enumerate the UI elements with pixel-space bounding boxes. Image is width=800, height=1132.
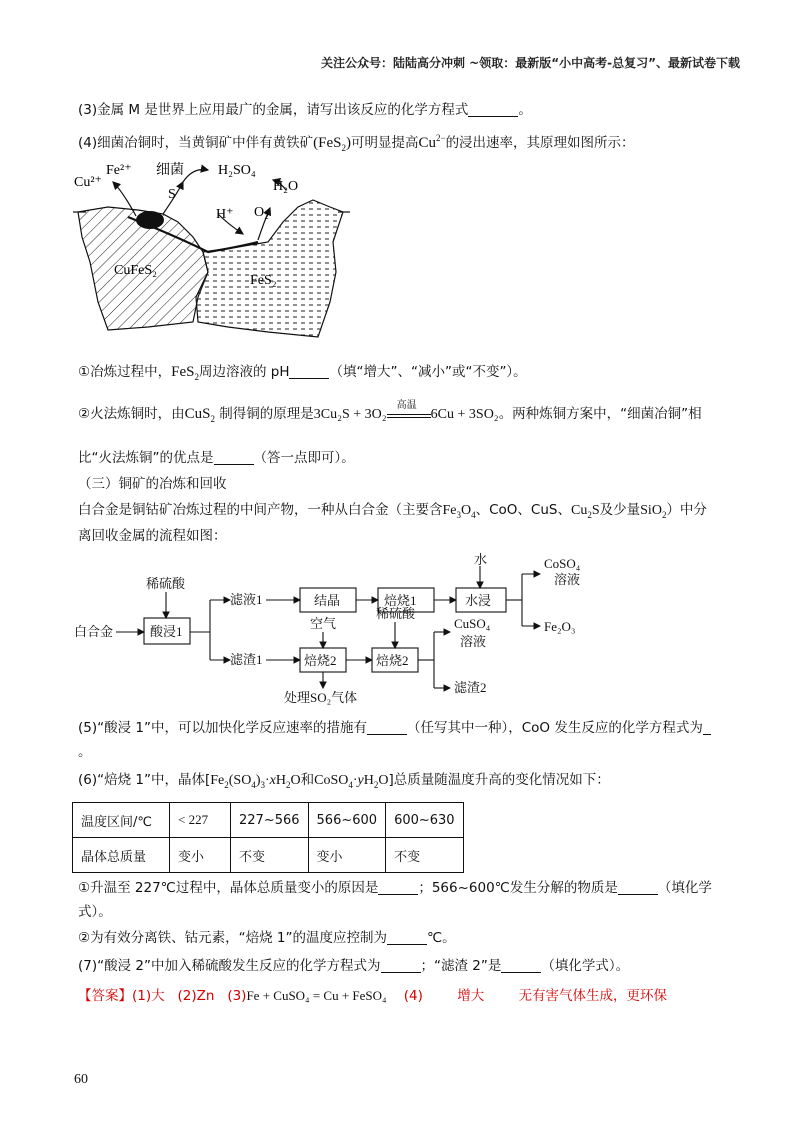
q4-1c: （填“增大”、“减小”或“不变”）。: [329, 364, 527, 380]
cus2-inline: CuS$_2$: [184, 406, 215, 424]
table-row: [73, 838, 464, 873]
fe3o4-formula: $Fe_3O_4$: [442, 503, 476, 520]
table-cell: 温度区间/℃: [73, 803, 170, 838]
flow-so2-treatment: 处理SO₂气体: [284, 690, 358, 705]
fes2-label: FeS₂: [250, 273, 277, 288]
temperature-mass-table: [72, 802, 464, 873]
table-cell: 566~600: [308, 803, 386, 838]
process-flowchart: [70, 552, 630, 712]
answer-label: 【答案】: [78, 988, 132, 1004]
section-3-intro: [78, 500, 707, 525]
reaction-condition: [387, 400, 431, 418]
table-cell: 600~630: [386, 803, 464, 838]
intro-d: ）中分: [666, 502, 707, 518]
table-cell: 变小: [308, 838, 386, 873]
q7c: （填化学式）。: [541, 958, 630, 974]
flow-roast-2: 焙烧2: [304, 653, 337, 668]
q6-1c: （填化学: [657, 880, 712, 896]
fe2so43-formula: $Fe_2(SO_4)_3\cdot xH_2O$: [210, 773, 301, 790]
table-header-row: [73, 803, 464, 838]
q6-2b: ℃。: [426, 930, 456, 946]
q6-2a: ②为有效分离铁、钴元素，“焙烧 1”的温度应控制为: [78, 930, 387, 946]
answer-blank: [289, 364, 329, 379]
condition-text: 高温: [396, 400, 417, 411]
sulfur-label: S: [168, 187, 176, 202]
bacteria-icon: [136, 211, 164, 229]
page-number: 60: [74, 1072, 88, 1087]
answer-3: (3): [227, 988, 247, 1004]
flow-dilute-acid: 稀硫酸: [146, 576, 186, 591]
flow-residue-1: 滤渣1: [230, 652, 263, 667]
question-6: [78, 770, 610, 795]
flow-acid-leach-1: 酸浸1: [150, 624, 183, 639]
sio2-formula: SiO$_2$: [640, 503, 667, 520]
question-5: [78, 718, 711, 738]
table-cell: 227~566: [231, 803, 309, 838]
question-3: (3)金属 M 是世界上应用最广的金属，请写出该反应的化学方程式 。: [78, 102, 532, 118]
q6-1a: ①升温至 227℃过程中，晶体总质量变小的原因是: [78, 880, 379, 896]
q7a: (7)“酸浸 2”中加入稀硫酸发生反应的化学方程式为: [78, 958, 381, 974]
q4-2c: 。两种炼铜方案中，“细菌冶铜”相: [498, 406, 702, 422]
q4-intro-c: 的浸出速率，其原理如图所示：: [445, 135, 635, 151]
equation-left: 3Cu₂S + 3O₂: [313, 407, 387, 422]
flow-water: 水: [474, 552, 488, 567]
answer-blank: [214, 450, 254, 465]
q6c: ]总质量随温度升高的变化情况如下：: [388, 772, 610, 788]
answer-blank: [378, 880, 418, 895]
flow-air: 空气: [310, 616, 337, 631]
flow-coso4-solution: 溶液: [554, 572, 581, 587]
flow-acid-leach-2: 焙烧2: [376, 653, 409, 668]
page-header: 关注公众号：陆陆高分冲刺 ~领取：最新版“小中高考-总复习”、最新试卷下载: [321, 56, 740, 70]
answer-blank: [703, 720, 711, 735]
flow-coso4: CoSO₄: [544, 556, 581, 571]
q5b: （任写其中一种），CoO 发生反应的化学方程式为: [407, 720, 703, 736]
answer-line: [78, 986, 667, 1006]
section-3-heading: （三）铜矿的冶炼和回收: [78, 476, 227, 492]
answer-blank: [381, 958, 421, 973]
flow-cuso4-solution: 溶液: [460, 634, 487, 649]
answer-blank: [618, 880, 658, 895]
intro-a: 白合金是铜钴矿冶炼过程的中间产物，一种从白合金（主要含: [78, 502, 443, 518]
answer-4-2: 无有害气体生成，更环保: [518, 988, 668, 1004]
question-4-2-cont: [78, 448, 355, 468]
bacterial-leaching-diagram: [68, 152, 378, 352]
q4-2a: ②火法炼铜时，由: [78, 406, 185, 422]
table-cell: 变小: [170, 838, 231, 873]
cufes2-label: CuFeS₂: [114, 263, 158, 278]
q6b: 和: [300, 772, 315, 788]
q6-1b: ；566~600℃发生分解的物质是: [418, 880, 618, 896]
fe2-label: Fe²⁺: [106, 163, 132, 178]
flow-cuso4: CuSO₄: [454, 616, 491, 631]
equation-right: 6Cu + 3SO₂: [430, 407, 499, 422]
table-cell: 晶体总质量: [73, 838, 170, 873]
fes2-inline: FeS$_2$: [171, 364, 199, 382]
cu2-label: Cu²⁺: [74, 175, 102, 190]
section-3-intro-cont: 离回收金属的流程如图：: [78, 528, 227, 544]
flow-water-leach: 水浸: [465, 593, 492, 608]
cu2-formula: $Cu^{2-}$: [418, 133, 446, 151]
flow-crystallize: 结晶: [314, 593, 341, 608]
answer-blank: [468, 102, 518, 117]
question-5-end: 。: [78, 744, 92, 760]
q4-1a: ①冶炼过程中，: [78, 364, 172, 380]
answer-blank: [367, 720, 407, 735]
q4-2d: 比“火法炼铜”的优点是: [78, 450, 214, 466]
flow-residue-2: 滤渣2: [454, 680, 487, 695]
intro-c: 及少量: [599, 502, 641, 518]
q4-intro-b: 可明显提高: [350, 135, 419, 151]
question-4-1: [78, 362, 527, 387]
q4-2b: 制得铜的原理是: [219, 406, 314, 422]
q6a: (6)“焙烧 1”中，晶体[: [78, 772, 211, 788]
question-3-text: (3)金属 M 是世界上应用最广的金属，请写出该反应的化学方程式: [78, 102, 469, 118]
q4-1b: 周边溶液的 pH: [198, 364, 290, 380]
q5a: (5)“酸浸 1”中，可以加快化学反应速率的措施有: [78, 720, 367, 736]
flow-filtrate-1: 滤液1: [230, 592, 263, 607]
question-7: [78, 956, 629, 976]
intro-b: 、CoO、CuS、: [475, 502, 571, 518]
q4-intro-a: (4)细菌冶铜时，当黄铜矿中伴有黄铁矿: [78, 135, 314, 151]
q7b: ；“滤渣 2”是: [420, 958, 502, 974]
flow-roast-1: 焙烧1: [384, 593, 417, 608]
question-6-2: [78, 928, 456, 948]
table-cell: < 227: [170, 803, 231, 838]
o2-label: O₂: [254, 205, 269, 220]
answer-blank: [387, 930, 427, 945]
flow-fe2o3: Fe₂O₃: [544, 619, 576, 634]
hplus-label: H⁺: [216, 207, 234, 222]
bacteria-label: 细菌: [156, 163, 184, 178]
answer-1: (1)大: [132, 988, 165, 1004]
answer-3-equation: Fe + CuSO₄ = Cu + FeSO₄: [246, 988, 387, 1003]
coso4-formula: $CoSO_4\cdot yH_2O$: [314, 773, 389, 790]
answer-4: (4): [403, 988, 423, 1004]
table-cell: 不变: [386, 838, 464, 873]
h2so4-label: H₂SO₄: [218, 163, 256, 178]
h2o-label: H₂O: [273, 179, 299, 194]
question-4-2: [78, 400, 702, 429]
question-6-1: [78, 878, 712, 898]
answer-4-1: 增大: [457, 988, 485, 1004]
answer-2: (2)Zn: [177, 988, 215, 1004]
q4-2e: （答一点即可）。: [253, 450, 355, 466]
flow-dilute-acid-2: 稀硫酸: [376, 606, 416, 621]
question-6-1-cont: 式）。: [78, 904, 112, 920]
flow-white-alloy: 白合金: [74, 624, 114, 639]
table-cell: 不变: [231, 838, 309, 873]
cu2s-formula: $Cu_2S$: [571, 503, 600, 520]
fes2-formula: (FeS$_2$): [313, 135, 351, 153]
answer-blank: [501, 958, 541, 973]
